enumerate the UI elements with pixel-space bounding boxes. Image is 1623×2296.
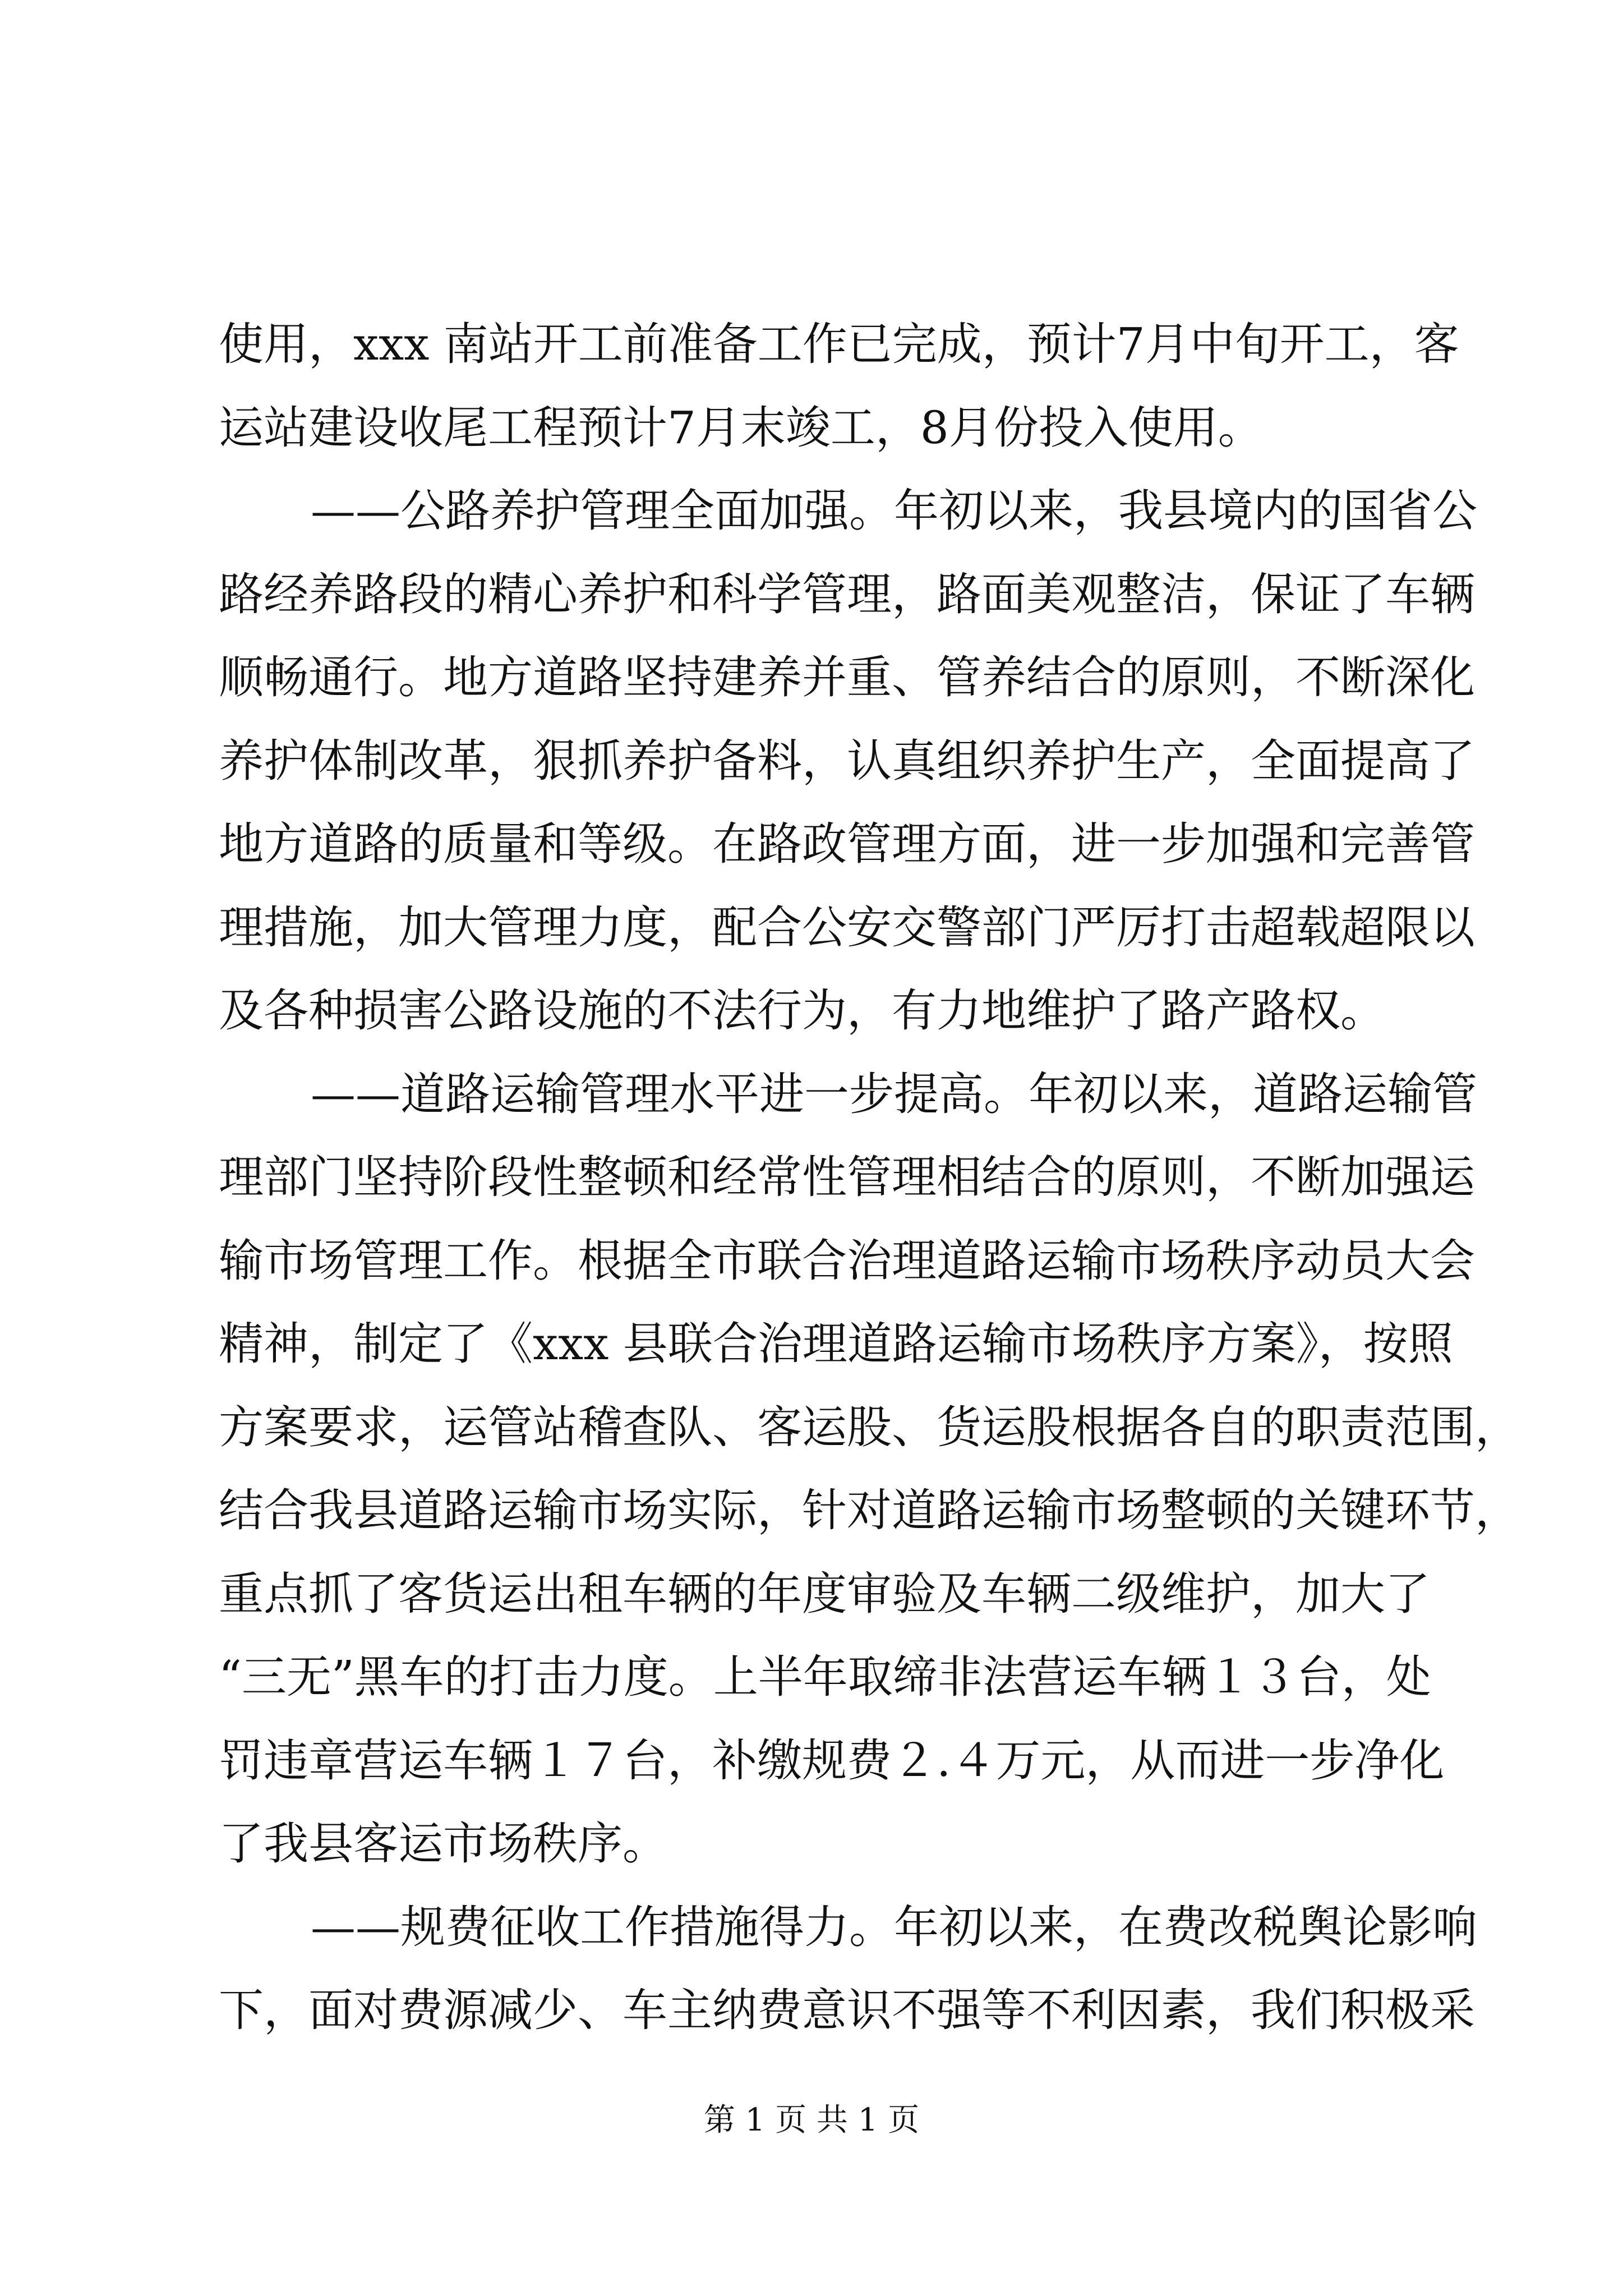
text-line: “三无”黑车的打击力度。上半年取缔非法营运车辆１３台，处 xyxy=(219,1651,1431,1703)
text-line: 顺畅通行。地方道路坚持建养并重、管养结合的原则，不断深化 xyxy=(219,651,1475,703)
text-line: 了我县客运市场秩序。 xyxy=(219,1818,667,1870)
text-line: 方案要求，运管站稽查队、客运股、货运股根据各自的职责范围， xyxy=(219,1401,1520,1453)
paragraph-start-line: ——道路运输管理水平进一步提高。年初以来，道路运输管 xyxy=(311,1068,1477,1120)
text-line: 理部门坚持阶段性整顿和经常性管理相结合的原则，不断加强运 xyxy=(219,1151,1475,1203)
text-line: 输市场管理工作。根据全市联合治理道路运输市场秩序动员大会 xyxy=(219,1234,1475,1287)
text-line: 地方道路的质量和等级。在路政管理方面，进一步加强和完善管 xyxy=(219,818,1475,870)
paragraph-start-line: ——规费征收工作措施得力。年初以来，在费改税舆论影响 xyxy=(311,1901,1477,1953)
body-text xyxy=(219,303,1520,2053)
text-line: 罚违章营运车辆１７台，补缴规费２.４万元，从而进一步净化 xyxy=(219,1734,1445,1787)
text-line: 结合我县道路运输市场实际，针对道路运输市场整顿的关键环节， xyxy=(219,1484,1520,1536)
page-footer: 第 1 页 共 1 页 xyxy=(703,2102,920,2138)
text-line: 养护体制改革，狠抓养护备料，认真组织养护生产，全面提高了 xyxy=(219,734,1475,787)
text-line: 运站建设收尾工程预计7月末竣工，8月份投入使用。 xyxy=(219,401,1263,454)
text-line: 精神，制定了《xxx 县联合治理道路运输市场秩序方案》，按照 xyxy=(219,1318,1453,1370)
text-line: 理措施，加大管理力度，配合公安交警部门严厉打击超载超限以 xyxy=(219,901,1475,954)
text-line: 下，面对费源减少、车主纳费意识不强等不利因素，我们积极采 xyxy=(219,1984,1475,2036)
text-line: 路经养路段的精心养护和科学管理，路面美观整洁，保证了车辆 xyxy=(219,568,1475,620)
text-line: 及各种损害公路设施的不法行为，有力地维护了路产路权。 xyxy=(219,984,1385,1037)
text-line: 重点抓了客货运出租车辆的年度审验及车辆二级维护，加大了 xyxy=(219,1567,1430,1620)
paragraph-start-line: ——公路养护管理全面加强。年初以来，我县境内的国省公 xyxy=(311,485,1477,537)
text-line: 使用，xxx 南站开工前准备工作已完成，预计7月中旬开工，客 xyxy=(219,318,1459,370)
